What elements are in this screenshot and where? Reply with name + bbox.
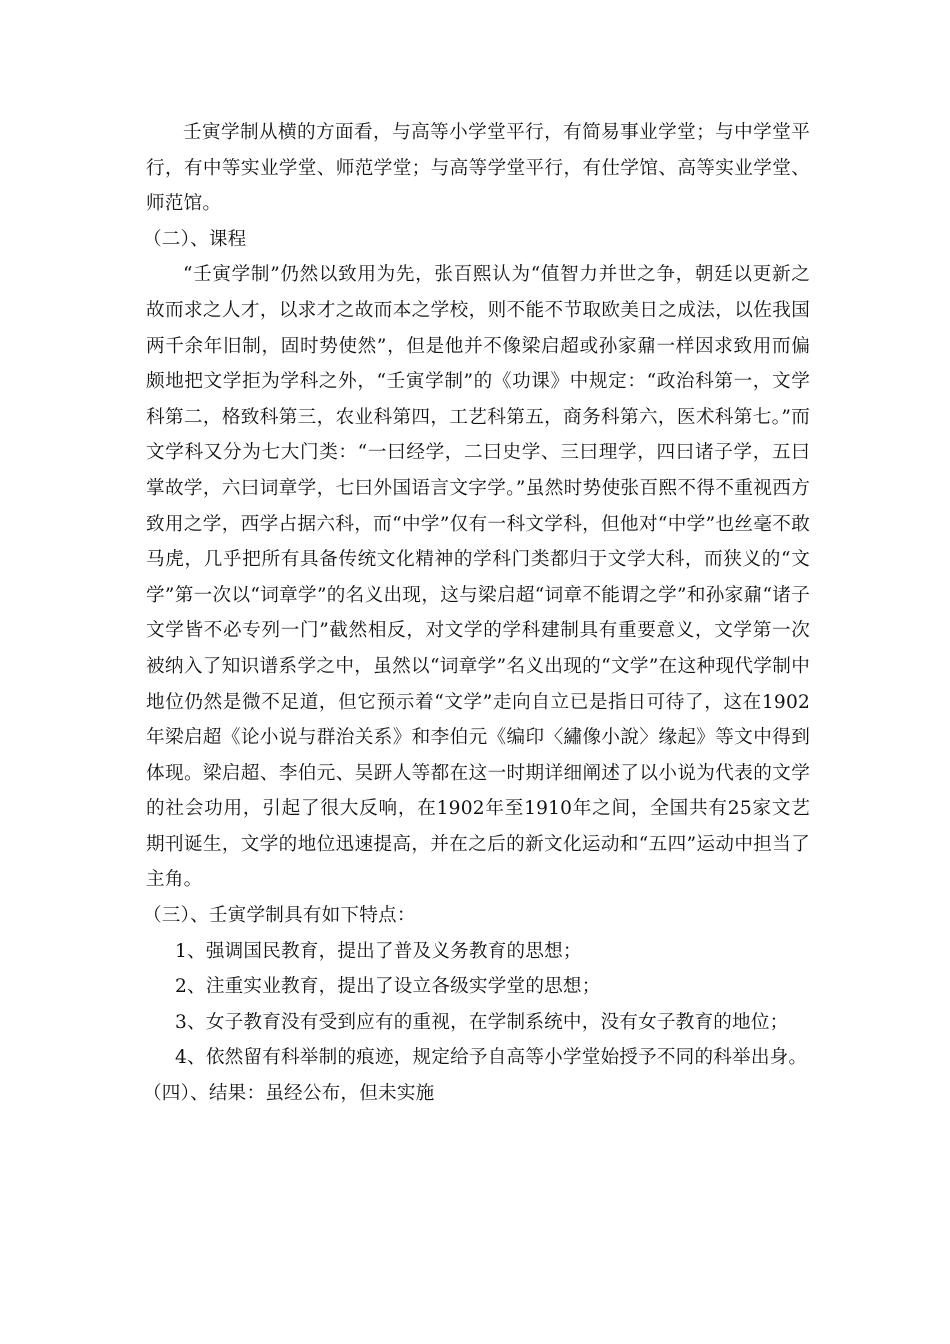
feature-item-2: 2、注重实业教育，提出了设立各级实学堂的思想； <box>175 976 601 998</box>
feature-item-4: 4、依然留有科举制的痕迹，规定给予自高等小学堂始授予不同的科举出身。 <box>175 1047 808 1069</box>
section-heading-curriculum: （二）、课程 <box>143 228 247 250</box>
paragraph-school-system: 壬寅学制从横的方面看，与高等小学堂平行，有简易事业学堂；与中学堂平行，有中等实业学堂、师范学堂；与高等学堂平行，有仕学馆、高等实业学堂、师范馆。 <box>146 122 810 215</box>
section-heading-result: （四）、结果：虽经公布，但未实施 <box>143 1083 435 1105</box>
paragraph-curriculum: “壬寅学制”仍然以致用为先，张百熙认为“值智力并世之争，朝廷以更新之故而求之人才，以求才之故而本之学校，则不能不节取欧美日之成法，以佐我国两千余年旧制，固时势使然”，但是他并不像梁启超或孙家鼐一样因求致用而偏颇地把文学拒为学科之外，“壬寅学制”的《功课》中规定：“政治科第一，文学科第二，格致科第三，农业科第四，工艺科第五，商务科第六，医术科第七。”而文学科又分为七大门类：“一曰经学，二曰史学、三曰理学，四曰诸子学，五曰掌故学，六曰词章学，七曰外国语言文字学。”虽然时势使张百熙不得不重视西方致用之学，西学占据六科，而“中学”仅有一科文学科，但他对“中学”也丝毫不敢马虎，几乎把所有具备传统文化精神的学科门类都归于文学大科，而狭义的“文学”第一次以“词章学”的名义出现，这与梁启超“词章不能谓之学”和孙家鼐“诸子文学皆不必专列一门”截然相反，对文学的学科建制具有重要意义，文学第一次被纳入了知识谱系学之中，虽然以“词章学”名义出现的“文学”在这种现代学制中地位仍然是微不足道，但它预示着“文学”走向自立已是指日可待了，这在1902年梁启超《论小说与群治关系》和李伯元《编印〈繡像小說〉缘起》等文中得到体现。梁启超、李伯元、吴趼人等都在这一时期详细阐述了以小说为代表的文学的社会功用，引起了很大反响，在1902年至1910年之间，全国共有25家文艺期刊诞生，文学的地位迅速提高，并在之后的新文化运动和“五四”运动中担当了主角。 <box>146 264 810 891</box>
document-body <box>143 115 810 1112</box>
feature-item-3: 3、女子教育没有受到应有的重视，在学制系统中，没有女子教育的地位； <box>175 1011 789 1033</box>
section-heading-features: （三）、壬寅学制具有如下特点： <box>143 905 416 927</box>
feature-item-1: 1、强调国民教育，提出了普及义务教育的思想； <box>175 940 582 962</box>
